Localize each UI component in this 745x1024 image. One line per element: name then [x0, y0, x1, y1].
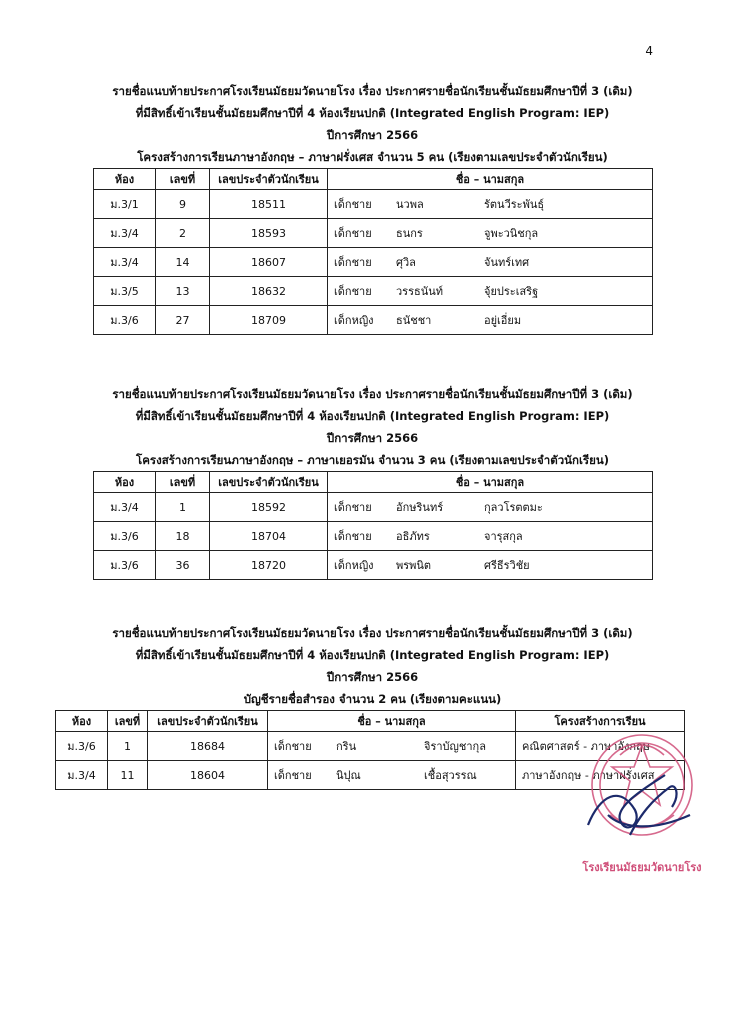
first-name: วรรธนันท์ [396, 285, 443, 298]
name-prefix: เด็กชาย [334, 227, 372, 240]
cell-room: ม.3/6 [94, 522, 156, 551]
cell-room: ม.3/1 [94, 190, 156, 219]
col-student-id: เลขประจำตัวนักเรียน [210, 169, 328, 190]
cell-name [328, 306, 653, 335]
last-name: รัตนวีระพันธุ์ [484, 198, 545, 211]
cell-student-id: 18592 [210, 493, 328, 522]
name-prefix: เด็กชาย [274, 769, 312, 782]
last-name: กุลวโรตตมะ [484, 501, 543, 514]
col-name: ชื่อ – นามสกุล [328, 472, 653, 493]
section-year: ปีการศึกษา 2566 [326, 670, 419, 684]
section-header-line2: ที่มีสิทธิ์เข้าเรียนชั้นมัธยมศึกษาปีที่ 4 ห้องเรียนปกติ (Integrated English Program: IEP) [135, 648, 610, 662]
col-name: ชื่อ – นามสกุล [268, 711, 516, 732]
cell-room: ม.3/4 [94, 248, 156, 277]
cell-no: 2 [156, 219, 210, 248]
table-row [94, 190, 653, 219]
cell-room: ม.3/6 [94, 306, 156, 335]
cell-room: ม.3/4 [56, 761, 108, 790]
table-title: โครงสร้างการเรียนภาษาอังกฤษ – ภาษาเยอรมัน จำนวน 3 คน (เรียงตามเลขประจำตัวนักเรียน) [136, 453, 609, 467]
cell-name [328, 190, 653, 219]
name-prefix: เด็กหญิง [334, 559, 374, 572]
table-row [94, 493, 653, 522]
cell-no: 27 [156, 306, 210, 335]
cell-no: 9 [156, 190, 210, 219]
section-header-line1: รายชื่อแนบท้ายประกาศโรงเรียนมัธยมวัดนายโรง เรื่อง ประกาศรายชื่อนักเรียนชั้นมัธยมศึกษาปีที่ 3 (เดิม) [112, 84, 633, 98]
school-seal-stamp [580, 715, 704, 885]
cell-no: 13 [156, 277, 210, 306]
name-prefix: เด็กชาย [274, 740, 312, 753]
col-student-id: เลขประจำตัวนักเรียน [148, 711, 268, 732]
cell-student-id: 18704 [210, 522, 328, 551]
section-french [0, 80, 745, 335]
first-name: พรพนิต [396, 559, 432, 572]
first-name: นวพล [396, 198, 424, 211]
last-name: จารุสกุล [484, 530, 523, 543]
cell-room: ม.3/5 [94, 277, 156, 306]
col-no: เลขที่ [156, 169, 210, 190]
cell-no: 18 [156, 522, 210, 551]
cell-track: ภาษาอังกฤษ - ภาษาฝรั่งเศส [516, 761, 685, 790]
name-prefix: เด็กหญิง [334, 314, 374, 327]
col-room: ห้อง [94, 169, 156, 190]
section-year: ปีการศึกษา 2566 [326, 128, 419, 142]
last-name: เชื้อสุวรรณ [424, 769, 477, 782]
name-prefix: เด็กชาย [334, 530, 372, 543]
cell-track: คณิตศาสตร์ - ภาษาอังกฤษ [516, 732, 685, 761]
first-name: ธนัชชา [396, 314, 432, 327]
col-student-id: เลขประจำตัวนักเรียน [210, 472, 328, 493]
table-header-row [94, 169, 653, 190]
section-year: ปีการศึกษา 2566 [326, 431, 419, 445]
first-name: กริน [336, 740, 357, 753]
cell-name [328, 551, 653, 580]
signature-mark [588, 775, 690, 835]
student-table [93, 168, 653, 335]
first-name: นิปุณ [336, 769, 361, 782]
table-row [94, 277, 653, 306]
first-name: อักษรินทร์ [396, 501, 444, 514]
cell-student-id: 18604 [148, 761, 268, 790]
cell-name [328, 277, 653, 306]
cell-name [328, 248, 653, 277]
table-row [94, 248, 653, 277]
cell-name [328, 493, 653, 522]
cell-no: 14 [156, 248, 210, 277]
table-row [94, 551, 653, 580]
cell-name [268, 761, 516, 790]
cell-student-id: 18709 [210, 306, 328, 335]
name-prefix: เด็กชาย [334, 198, 372, 211]
last-name: อยู่เอี่ยม [484, 314, 522, 327]
cell-student-id: 18607 [210, 248, 328, 277]
cell-no: 36 [156, 551, 210, 580]
cell-name [328, 522, 653, 551]
table-row [94, 522, 653, 551]
cell-student-id: 18511 [210, 190, 328, 219]
seal-school-name: โรงเรียนมัธยมวัดนายโรง [582, 861, 702, 874]
cell-room: ม.3/6 [94, 551, 156, 580]
student-table [93, 471, 653, 580]
last-name: ศรีธีรวิชัย [484, 559, 530, 572]
first-name: ศุวิล [396, 256, 416, 269]
col-room: ห้อง [56, 711, 108, 732]
name-prefix: เด็กชาย [334, 501, 372, 514]
table-title: โครงสร้างการเรียนภาษาอังกฤษ – ภาษาฝรั่งเศส จำนวน 5 คน (เรียงตามเลขประจำตัวนักเรียน) [137, 150, 608, 164]
cell-student-id: 18720 [210, 551, 328, 580]
table-row [94, 219, 653, 248]
cell-student-id: 18593 [210, 219, 328, 248]
section-header-line1: รายชื่อแนบท้ายประกาศโรงเรียนมัธยมวัดนายโรง เรื่อง ประกาศรายชื่อนักเรียนชั้นมัธยมศึกษาปีที่ 3 (เดิม) [112, 387, 633, 401]
cell-no: 1 [156, 493, 210, 522]
col-name: ชื่อ – นามสกุล [328, 169, 653, 190]
first-name: ธนกร [396, 227, 423, 240]
cell-student-id: 18632 [210, 277, 328, 306]
last-name: จิราบัญชากุล [424, 740, 486, 753]
cell-room: ม.3/4 [94, 493, 156, 522]
cell-no: 1 [108, 732, 148, 761]
page-number: 4 [645, 44, 653, 58]
first-name: อธิภัทร [396, 530, 430, 543]
last-name: จันทร์เทศ [484, 256, 530, 269]
table-row [94, 306, 653, 335]
table-title: บัญชีรายชื่อสำรอง จำนวน 2 คน (เรียงตามคะแนน) [243, 692, 502, 706]
name-prefix: เด็กชาย [334, 285, 372, 298]
cell-room: ม.3/6 [56, 732, 108, 761]
section-header-line1: รายชื่อแนบท้ายประกาศโรงเรียนมัธยมวัดนายโรง เรื่อง ประกาศรายชื่อนักเรียนชั้นมัธยมศึกษาปีที่ 3 (เดิม) [112, 626, 633, 640]
col-no: เลขที่ [108, 711, 148, 732]
col-room: ห้อง [94, 472, 156, 493]
cell-name [328, 219, 653, 248]
section-header-line2: ที่มีสิทธิ์เข้าเรียนชั้นมัธยมศึกษาปีที่ 4 ห้องเรียนปกติ (Integrated English Program: IEP) [135, 409, 610, 423]
cell-student-id: 18684 [148, 732, 268, 761]
cell-no: 11 [108, 761, 148, 790]
table-header-row [94, 472, 653, 493]
name-prefix: เด็กชาย [334, 256, 372, 269]
section-header-line2: ที่มีสิทธิ์เข้าเรียนชั้นมัธยมศึกษาปีที่ 4 ห้องเรียนปกติ (Integrated English Program: IEP) [135, 106, 610, 120]
cell-room: ม.3/4 [94, 219, 156, 248]
last-name: จุ้ยประเสริฐ [484, 285, 539, 298]
col-track: โครงสร้างการเรียน [516, 711, 685, 732]
col-no: เลขที่ [156, 472, 210, 493]
cell-name [268, 732, 516, 761]
last-name: จูพะวนิชกุล [484, 227, 539, 240]
section-german [0, 383, 745, 580]
